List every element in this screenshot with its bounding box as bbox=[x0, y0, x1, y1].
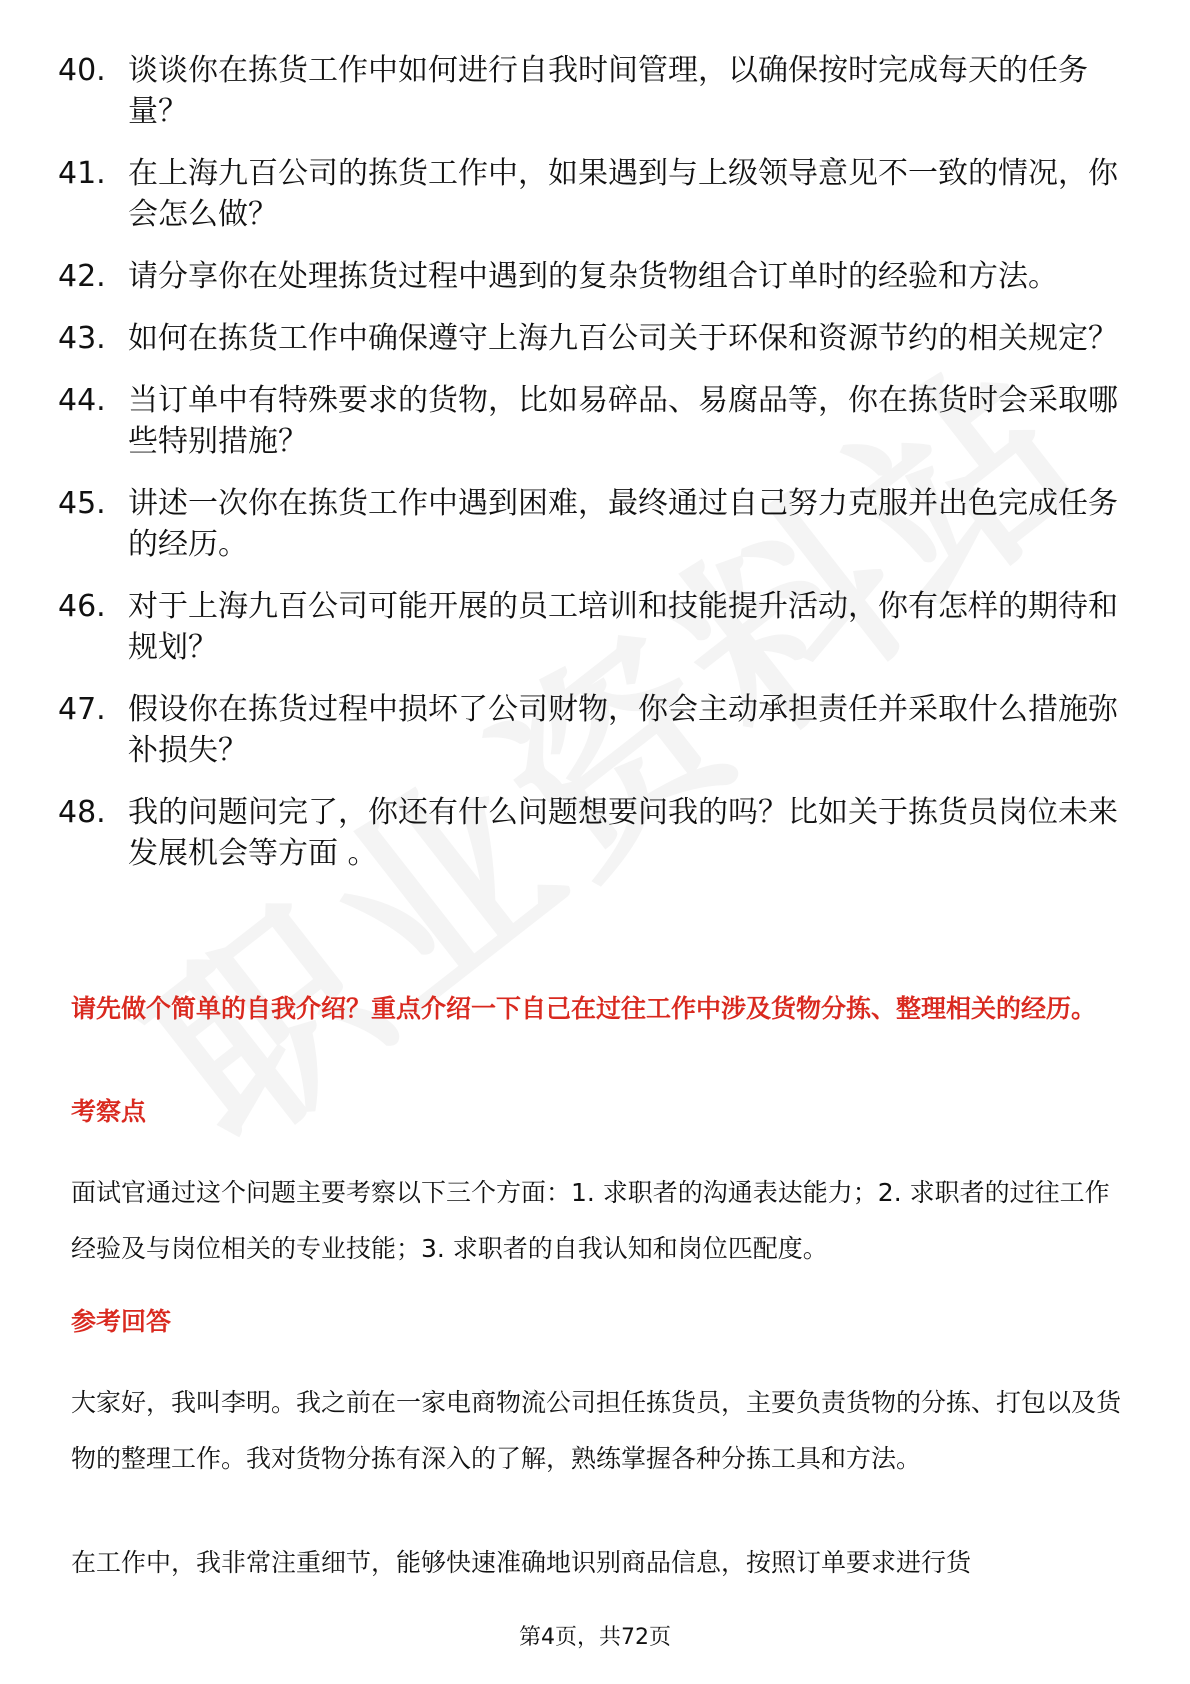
list-item bbox=[58, 318, 1128, 359]
highlight-question: 请先做个简单的自我介绍？重点介绍一下自己在过往工作中涉及货物分拣、整理相关的经历。 bbox=[71, 994, 1097, 1023]
question-number: 45. bbox=[58, 486, 106, 521]
assessment-paragraph: 面试官通过这个问题主要考察以下三个方面：1. 求职者的沟通表达能力；2. 求职者的过往工作经验及与岗位相关的专业技能；3. 求职者的自我认知和岗位匹配度。 bbox=[71, 1178, 1110, 1263]
list-item bbox=[58, 380, 1128, 462]
question-text: 在上海九百公司的拣货工作中，如果遇到与上级领导意见不一致的情况，你会怎么做？ bbox=[128, 156, 1118, 232]
list-item bbox=[58, 153, 1128, 235]
section-heading-assessment: 考察点 bbox=[71, 1097, 147, 1126]
section-heading-reference-answer: 参考回答 bbox=[71, 1307, 172, 1336]
question-text: 假设你在拣货过程中损坏了公司财物，你会主动承担责任并采取什么措施弥补损失？ bbox=[128, 692, 1118, 768]
question-number: 46. bbox=[58, 589, 106, 624]
list-item bbox=[58, 689, 1128, 771]
list-item bbox=[58, 256, 1128, 297]
question-number: 48. bbox=[58, 795, 106, 830]
question-number: 47. bbox=[58, 692, 106, 727]
question-number: 40. bbox=[58, 53, 106, 88]
question-list bbox=[58, 50, 1128, 895]
question-number: 42. bbox=[58, 259, 106, 294]
question-text: 我的问题问完了，你还有什么问题想要问我的吗？比如关于拣货员岗位未来发展机会等方面 。 bbox=[128, 795, 1118, 871]
question-text: 谈谈你在拣货工作中如何进行自我时间管理，以确保按时完成每天的任务量？ bbox=[128, 53, 1088, 129]
list-item bbox=[58, 792, 1128, 874]
question-text: 请分享你在处理拣货过程中遇到的复杂货物组合订单时的经验和方法。 bbox=[128, 259, 1058, 294]
question-text: 对于上海九百公司可能开展的员工培训和技能提升活动，你有怎样的期待和规划？ bbox=[128, 589, 1118, 665]
question-number: 44. bbox=[58, 383, 106, 418]
question-text: 讲述一次你在拣货工作中遇到困难，最终通过自己努力克服并出色完成任务的经历。 bbox=[128, 486, 1118, 562]
question-number: 41. bbox=[58, 156, 106, 191]
question-text: 如何在拣货工作中确保遵守上海九百公司关于环保和资源节约的相关规定？ bbox=[128, 321, 1118, 356]
page-footer: 第4页，共72页 bbox=[519, 1625, 671, 1650]
list-item bbox=[58, 50, 1128, 132]
list-item bbox=[58, 483, 1128, 565]
question-number: 43. bbox=[58, 321, 106, 356]
answer-paragraph: 在工作中，我非常注重细节，能够快速准确地识别商品信息，按照订单要求进行货 bbox=[71, 1548, 972, 1577]
list-item bbox=[58, 586, 1128, 668]
answer-paragraph: 大家好，我叫李明。我之前在一家电商物流公司担任拣货员，主要负责货物的分拣、打包以及货物的整理工作。我对货物分拣有深入的了解，熟练掌握各种分拣工具和方法。 bbox=[71, 1388, 1122, 1473]
question-text: 当订单中有特殊要求的货物，比如易碎品、易腐品等，你在拣货时会采取哪些特别措施？ bbox=[128, 383, 1118, 459]
